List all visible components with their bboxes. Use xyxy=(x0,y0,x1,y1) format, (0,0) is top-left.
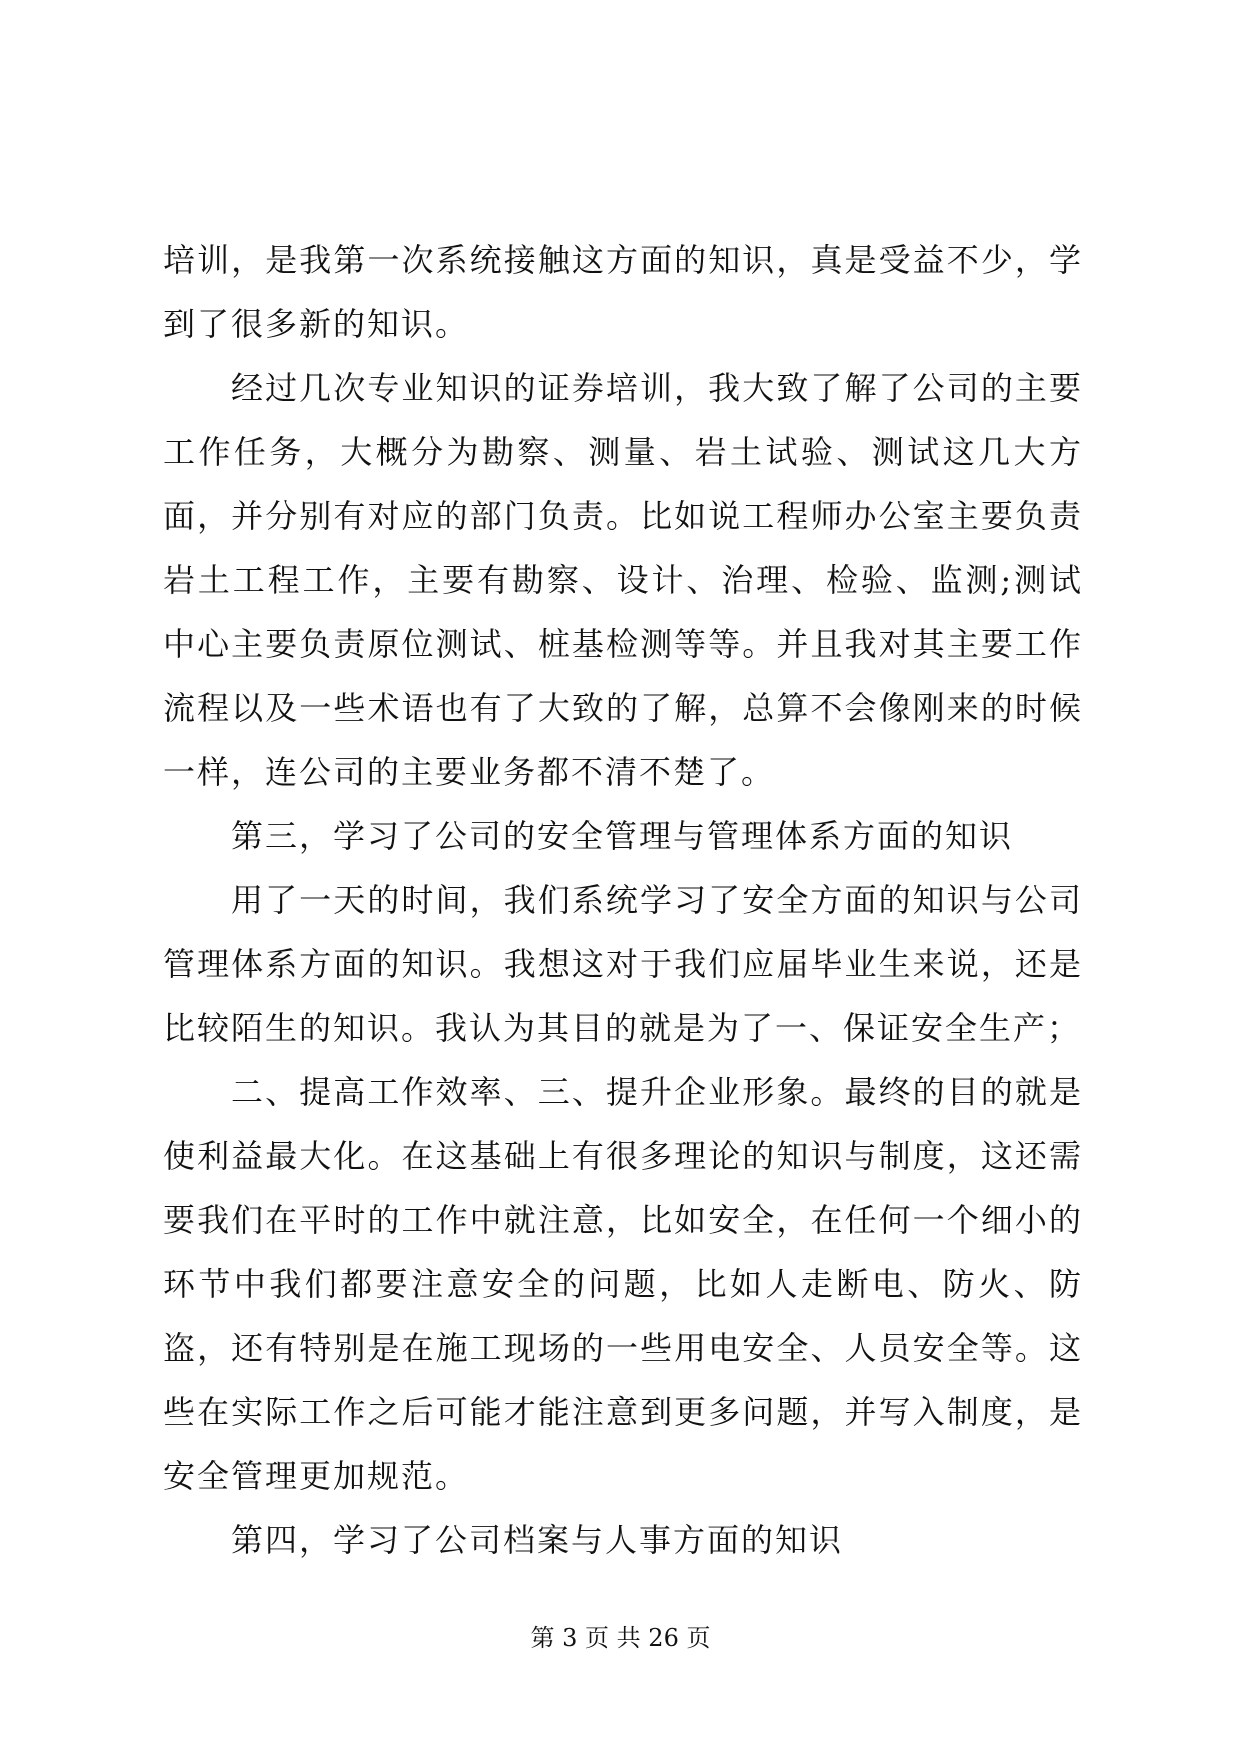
page-number-footer: 第 3 页 共 26 页 xyxy=(530,1624,711,1652)
paragraph-continued: 培训，是我第一次系统接触这方面的知识，真是受益不少，学到了很多新的知识。 xyxy=(163,241,1083,343)
section-heading-third: 第三，学习了公司的安全管理与管理体系方面的知识 xyxy=(231,817,1014,855)
paragraph-safety-details: 二、提高工作效率、三、提升企业形象。最终的目的就是使利益最大化。在这基础上有很多理论的知识与制度，这还需要我们在平时的工作中就注意，比如安全，在任何一个细小的环节中我们都要注意安全的问题，比如人走断电、防火、防盗，还有特别是在施工现场的一些用电安全、人员安全等。这些在实际工作之后可能才能注意到更多问题，并写入制度，是安全管理更加规范。 xyxy=(163,1073,1083,1495)
document-body xyxy=(163,228,1083,1572)
section-heading-fourth: 第四，学习了公司档案与人事方面的知识 xyxy=(231,1521,844,1559)
paragraph-training-overview: 经过几次专业知识的证券培训，我大致了解了公司的主要工作任务，大概分为勘察、测量、岩土试验、测试这几大方面，并分别有对应的部门负责。比如说工程师办公室主要负责岩土工程工作，主要有勘察、设计、治理、检验、监测;测试中心主要负责原位测试、桩基检测等等。并且我对其主要工作流程以及一些术语也有了大致的了解，总算不会像刚来的时候一样，连公司的主要业务都不清不楚了。 xyxy=(163,369,1083,791)
paragraph-safety-management: 用了一天的时间，我们系统学习了安全方面的知识与公司管理体系方面的知识。我想这对于我们应届毕业生来说，还是比较陌生的知识。我认为其目的就是为了一、保证安全生产； xyxy=(163,881,1083,1047)
